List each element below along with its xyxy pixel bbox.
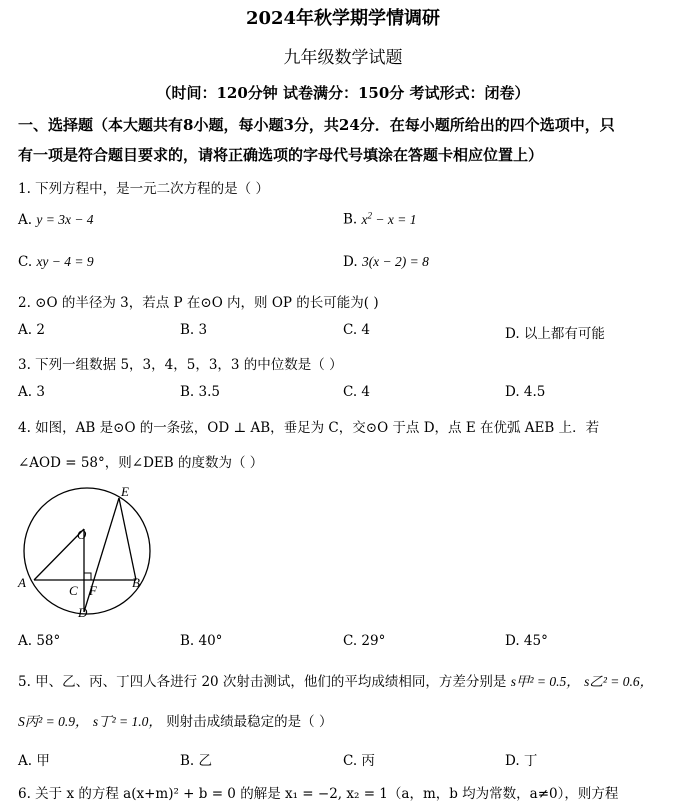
q5-variance-yi: s乙² = 0.6， bbox=[584, 674, 654, 689]
q2-option-b: B. 3 bbox=[180, 322, 208, 338]
section-heading-line2: 有一项是符合题目要求的，请将正确选项的字母代号填涂在答题卡相应位置上） bbox=[18, 146, 544, 164]
q1-b-label: B. bbox=[343, 211, 358, 228]
q5-option-c: C. 丙 bbox=[343, 753, 375, 769]
q4-option-a: A. 58° bbox=[18, 633, 61, 649]
q2-option-c: C. 4 bbox=[343, 322, 371, 338]
q1-b-math bbox=[362, 212, 417, 227]
label-b: B bbox=[132, 575, 140, 590]
q5-variance-jia: s甲² = 0.5， bbox=[510, 674, 580, 689]
right-angle-mark bbox=[84, 573, 91, 580]
q5-text: 5. 甲、乙、丙、丁四人各进行 20 次射击测试，他们的平均成绩相同，方差分别是 bbox=[18, 674, 507, 690]
exam-info: （时间：120分钟 试卷满分：150分 考试形式：闭卷） bbox=[156, 84, 530, 102]
q1-option-d bbox=[343, 254, 429, 270]
q5-variance-ding: s丁² = 1.0， bbox=[92, 714, 162, 729]
q5-stem-line1 bbox=[18, 670, 653, 690]
q6-stem-line1: 6. 关于 x 的方程 a(x+m)² + b = 0 的解是 x₁ = −2, x₂ = 1（a，m，b 均为常数，a≠0），则方程 bbox=[18, 786, 619, 802]
label-c: C bbox=[69, 583, 78, 598]
q3-option-c: C. 4 bbox=[343, 384, 371, 400]
q5-stem-line2 bbox=[18, 710, 332, 730]
q4-stem-line1: 4. 如图，AB 是⊙O 的一条弦，OD ⊥ AB，垂足为 C，交⊙O 于点 D，点 E 在优弧 AEB 上．若 bbox=[18, 420, 600, 436]
q1-option-c bbox=[18, 254, 94, 270]
q4-option-b: B. 40° bbox=[180, 633, 223, 649]
q3-option-a: A. 3 bbox=[18, 384, 45, 400]
q1-stem: 1. 下列方程中，是一元二次方程的是（ ） bbox=[18, 181, 269, 197]
q1-c-math: xy − 4 = 9 bbox=[36, 254, 94, 269]
q4-stem-line2: ∠AOD = 58°，则∠DEB 的度数为（ ） bbox=[18, 455, 264, 471]
exam-subtitle: 九年级数学试题 bbox=[283, 48, 403, 68]
q1-option-a bbox=[18, 212, 94, 228]
exam-title: 2024年秋学期学情调研 bbox=[245, 8, 441, 29]
q2-option-d: D. 以上都有可能 bbox=[505, 326, 605, 342]
q5-variance-bing: S丙² = 0.9， bbox=[18, 714, 89, 729]
label-a: A bbox=[18, 575, 26, 590]
q1-option-b bbox=[343, 210, 416, 228]
q5-option-d: D. 丁 bbox=[505, 753, 538, 769]
q3-option-b: B. 3.5 bbox=[180, 384, 220, 400]
label-d: D bbox=[78, 605, 88, 620]
section-heading-line1: 一、选择题（本大题共有8小题，每小题3分，共24分．在每小题所给出的四个选项中，只 bbox=[18, 116, 615, 134]
q4-option-c: C. 29° bbox=[343, 633, 386, 649]
q4-option-d: D. 45° bbox=[505, 633, 548, 649]
q1-a-math: y = 3x − 4 bbox=[36, 212, 94, 227]
label-o: O bbox=[77, 527, 87, 542]
circle-o bbox=[24, 488, 150, 614]
q5-option-b: B. 乙 bbox=[180, 753, 213, 769]
q5-text-rest: 则射击成绩最稳定的是（ ） bbox=[166, 714, 333, 730]
segment-eb bbox=[119, 498, 136, 580]
label-e: E bbox=[121, 484, 129, 499]
label-f: F bbox=[89, 583, 97, 598]
q1-b-rest: − x = 1 bbox=[372, 211, 417, 227]
q2-stem: 2. ⊙O 的半径为 3，若点 P 在⊙O 内，则 OP 的长可能为( ) bbox=[18, 295, 379, 311]
q1-d-math: 3(x − 2) = 8 bbox=[361, 254, 429, 269]
q3-option-d: D. 4.5 bbox=[505, 384, 546, 400]
q1-c-label: C. bbox=[18, 254, 33, 270]
q2-option-a: A. 2 bbox=[18, 322, 45, 338]
q5-option-a: A. 甲 bbox=[18, 753, 50, 769]
q3-stem: 3. 下列一组数据 5，3，4，5，3，3 的中位数是（ ） bbox=[18, 357, 343, 373]
q1-a-label: A. bbox=[18, 212, 33, 228]
q1-d-label: D. bbox=[343, 254, 358, 270]
q1-b-base: x bbox=[361, 211, 368, 227]
q1-b-exp: 2 bbox=[367, 210, 373, 220]
q4-circle-figure bbox=[14, 484, 174, 624]
